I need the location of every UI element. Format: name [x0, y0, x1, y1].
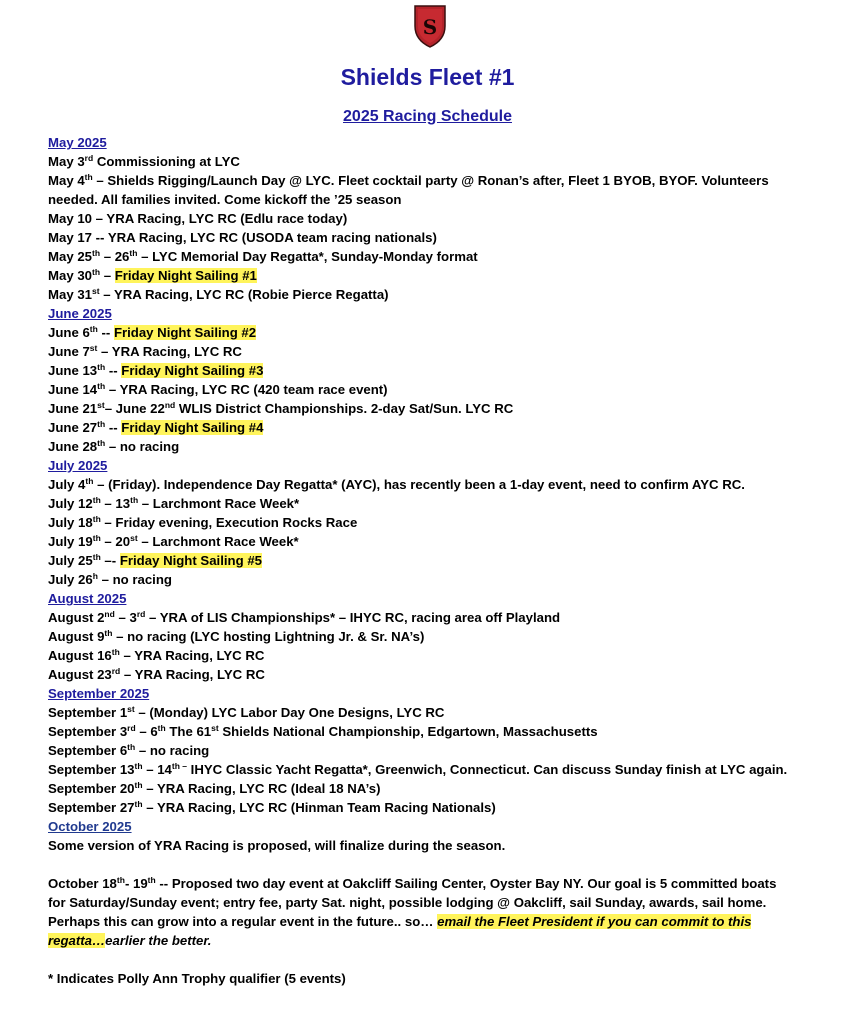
- schedule-entry: May 3rd Commissioning at LYC: [48, 153, 240, 169]
- oakcliff-event-line1: October 18th- 19th -- Proposed two day event at Oakcliff Sailing Center, Oyster Bay NY. Our goal is 5 committed boats: [48, 875, 777, 891]
- schedule-entry: September 6th – no racing: [48, 742, 210, 758]
- schedule-entry: May 31st – YRA Racing, LYC RC (Robie Pierce Regatta): [48, 286, 389, 302]
- schedule-entry: June 6th -- Friday Night Sailing #2: [48, 324, 257, 340]
- shield-s-burgee-icon: [413, 4, 447, 48]
- month-list-july: [48, 475, 838, 589]
- october-yra-note: Some version of YRA Racing is proposed, will finalize during the season.: [48, 838, 506, 853]
- schedule-entry: May 30th – Friday Night Sailing #1: [48, 267, 257, 283]
- month-header-may: May 2025: [48, 135, 107, 150]
- oakcliff-event-line2: for Saturday/Sunday event; entry fee, party Sat. night, possible lodging @ Oakcliff, sail Sunday, awards, sail home.: [48, 895, 767, 910]
- month-header-october: October 2025: [48, 819, 132, 834]
- schedule-entry: May 25th – 26th – LYC Memorial Day Regatta*, Sunday-Monday format: [48, 248, 478, 264]
- schedule-entry: June 13th -- Friday Night Sailing #3: [48, 362, 264, 378]
- schedule-subtitle: 2025 Racing Schedule: [343, 108, 512, 125]
- schedule-entry: May 10 – YRA Racing, LYC RC (Edlu race today): [48, 211, 348, 226]
- schedule-entry: September 20th – YRA Racing, LYC RC (Ideal 18 NA’s): [48, 780, 381, 796]
- month-list-may: [48, 152, 838, 304]
- friday-night-sailing-highlight: Friday Night Sailing #5: [119, 553, 262, 568]
- email-president-callout: email the Fleet President if you can commit to this: [437, 914, 752, 929]
- schedule-entry: June 14th – YRA Racing, LYC RC (420 team race event): [48, 381, 388, 397]
- month-list-june: [48, 323, 838, 456]
- schedule-entry: May 4th – Shields Rigging/Launch Day @ LYC. Fleet cocktail party @ Ronan’s after, Fleet 1 BYOB, BYOF. Volunteers: [48, 172, 769, 188]
- page-title: Shields Fleet #1: [340, 64, 515, 90]
- schedule-entry: June 7st – YRA Racing, LYC RC: [48, 343, 242, 359]
- schedule-entry: September 3rd – 6th The 61st Shields National Championship, Edgartown, Massachusetts: [48, 723, 598, 739]
- schedule-entry: June 28th – no racing: [48, 438, 180, 454]
- earlier-better-text: earlier the better.: [105, 933, 212, 948]
- schedule-entry: September $13th - 14^{th -}$ IHYC Classic Yacht Regatta*, Greenwich, Connecticut. Can discuss Sunday finish at LYC again.: [48, 761, 788, 777]
- friday-night-sailing-highlight: Friday Night Sailing #2: [113, 325, 257, 340]
- schedule-entry: June 21st– June 22nd WLIS District Championships. 2-day Sat/Sun. LYC RC: [48, 400, 514, 416]
- month-header-july: July 2025: [48, 458, 108, 473]
- month-header-september: September 2025: [48, 686, 150, 701]
- schedule-entry: July 25th –- Friday Night Sailing #5: [48, 552, 262, 568]
- svg-text:S: S: [422, 15, 438, 39]
- schedule-entry: May 17 -- YRA Racing, LYC RC (USODA team racing nationals): [48, 230, 437, 245]
- schedule-entry: August 16th – YRA Racing, LYC RC: [48, 647, 265, 663]
- polly-ann-footnote: * Indicates Polly Ann Trophy qualifier (5 events): [48, 971, 346, 986]
- schedule-entry: needed. All families invited. Come kickoff the ’25 season: [48, 192, 402, 207]
- schedule-entry: July 18th – Friday evening, Execution Rocks Race: [48, 514, 358, 530]
- schedule-entry: August 2nd – 3rd – YRA of LIS Championships* – IHYC RC, racing area off Playland: [48, 609, 561, 625]
- schedule-entry: August 9th – no racing (LYC hosting Lightning Jr. & Sr. NA’s): [48, 628, 425, 644]
- schedule-entry: September 1st – (Monday) LYC Labor Day One Designs, LYC RC: [48, 704, 445, 720]
- schedule-entry: July 19th – 20st – Larchmont Race Week*: [48, 533, 299, 549]
- schedule-body: [48, 133, 838, 988]
- friday-night-sailing-highlight: Friday Night Sailing #3: [121, 363, 264, 378]
- proposed-emphasis: proposed: [247, 838, 308, 853]
- schedule-entry: September 27th – YRA Racing, LYC RC (Hinman Team Racing Nationals): [48, 799, 496, 815]
- friday-night-sailing-highlight: Friday Night Sailing #4: [121, 420, 264, 435]
- month-list-september: [48, 703, 838, 817]
- oakcliff-event-line4: [48, 931, 838, 950]
- schedule-entry: July 26$^h$ – no racing: [48, 571, 172, 587]
- friday-night-sailing-highlight: Friday Night Sailing #1: [114, 268, 257, 283]
- month-header-august: August 2025: [48, 591, 127, 606]
- schedule-entry: July 4th – (Friday). Independence Day Regatta* (AYC), has recently been a 1-day event, need to confirm AYC RC.: [48, 476, 745, 492]
- oakcliff-event-line3: Perhaps this can grow into a regular event in the future.. so… email the Fleet President if you can commit to this: [48, 914, 752, 929]
- regatta-callout: regatta…: [48, 933, 106, 948]
- schedule-entry: July 12th – 13th – Larchmont Race Week*: [48, 495, 300, 511]
- month-list-august: [48, 608, 838, 684]
- schedule-entry: June 27th -- Friday Night Sailing #4: [48, 419, 264, 435]
- month-header-june: June 2025: [48, 306, 112, 321]
- schedule-entry: August 23rd – YRA Racing, LYC RC: [48, 666, 265, 682]
